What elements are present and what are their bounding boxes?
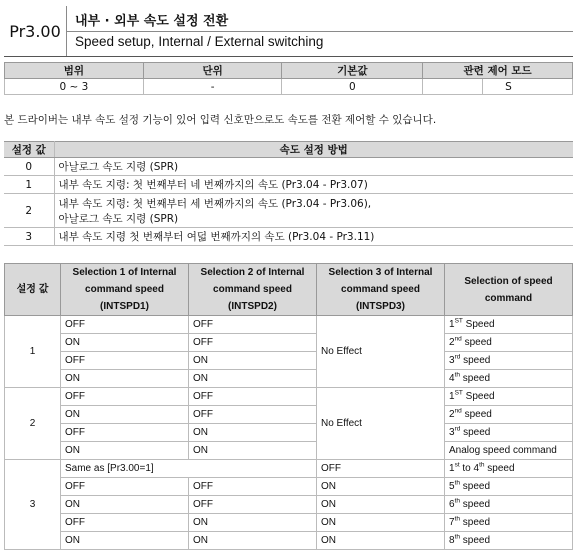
method-header-value: 설정 값: [4, 142, 54, 158]
table-row: [5, 478, 573, 496]
speed-selection-cell: 6th speed: [445, 496, 573, 514]
speed-selection-cell: 7th speed: [445, 514, 573, 532]
intspd1-cell: ON: [61, 406, 189, 424]
intspd1-cell: OFF: [61, 316, 189, 334]
intspd2-cell: OFF: [189, 406, 317, 424]
intspd1-cell: ON: [61, 496, 189, 514]
speed-selection-cell: 1ST Speed: [445, 316, 573, 334]
speed-method-table: [4, 141, 573, 246]
method-row: 1 내부 속도 지령: 첫 번째부터 네 번째까지의 속도 (Pr3.04 - Pr3.07): [4, 176, 573, 194]
speed-selection-cell: 1st to 4th speed: [445, 460, 573, 478]
intspd2-cell: ON: [189, 532, 317, 550]
intspd3-cell: ON: [317, 496, 445, 514]
speed-selection-cell: 4th speed: [445, 370, 573, 388]
speed-selection-cell: 5th speed: [445, 478, 573, 496]
intspd3-no-effect-cell: No Effect: [317, 388, 445, 460]
table-row: [5, 334, 573, 352]
info-control-mode-value: S: [483, 79, 573, 95]
table-row: [5, 352, 573, 370]
intspd1-cell: ON: [61, 532, 189, 550]
table-row: [5, 370, 573, 388]
table-row: [5, 388, 573, 406]
parameter-header: [4, 6, 573, 56]
table-row: [5, 532, 573, 550]
speed-header-selection: Selection of speed command: [445, 264, 573, 316]
info-range-value: 0 ~ 3: [5, 79, 144, 95]
intspd2-cell: ON: [189, 514, 317, 532]
intspd3-cell: OFF: [317, 460, 445, 478]
setting-value-cell: 2: [5, 388, 61, 460]
speed-selection-cell: 8th speed: [445, 532, 573, 550]
setting-value-cell: 1: [5, 316, 61, 388]
intspd3-cell: ON: [317, 478, 445, 496]
intspd2-cell: OFF: [189, 388, 317, 406]
table-row: [5, 442, 573, 460]
intspd1-cell: ON: [61, 334, 189, 352]
table-row: [5, 424, 573, 442]
intspd2-cell: ON: [189, 424, 317, 442]
speed-header-intspd3: Selection 3 of Internal command speed (INTSPD3): [317, 264, 445, 316]
table-row: [5, 316, 573, 334]
intspd1-cell: ON: [61, 442, 189, 460]
method-header-method: 속도 설정 방법: [54, 142, 573, 158]
table-row: [5, 460, 573, 478]
method-row: 0 아날로그 속도 지령 (SPR): [4, 158, 573, 176]
same-as-cell: Same as [Pr3.00=1]: [61, 460, 317, 478]
intspd2-cell: OFF: [189, 334, 317, 352]
header-divider: [67, 31, 573, 32]
speed-header-intspd1: Selection 1 of Internal command speed (INTSPD1): [61, 264, 189, 316]
speed-selection-cell: 2nd speed: [445, 334, 573, 352]
intspd2-cell: OFF: [189, 316, 317, 334]
parameter-code: Pr3.00: [4, 6, 67, 56]
intspd2-cell: ON: [189, 370, 317, 388]
method-row: 3 내부 속도 지령 첫 번째부터 여덟 번째까지의 속도 (Pr3.04 - Pr3.11): [4, 228, 573, 246]
parameter-title-korean: 내부 · 외부 속도 설정 전환: [75, 14, 229, 29]
info-header-range: 범위: [5, 63, 144, 79]
info-header-control-mode: 관련 제어 모드: [423, 63, 573, 79]
intspd1-cell: OFF: [61, 514, 189, 532]
intspd2-cell: OFF: [189, 478, 317, 496]
speed-selection-cell: Analog speed command: [445, 442, 573, 460]
intspd1-cell: OFF: [61, 352, 189, 370]
speed-header-value: 설정 값: [5, 264, 61, 316]
parameter-title-english: Speed setup, Internal / External switching: [75, 34, 324, 49]
info-header-unit: 단위: [143, 63, 282, 79]
table-row: [5, 514, 573, 532]
speed-selection-table: [4, 263, 573, 550]
info-control-mode-spacer: [423, 79, 483, 95]
info-default-value: 0: [282, 79, 423, 95]
speed-selection-cell: 1ST Speed: [445, 388, 573, 406]
table-row: [5, 496, 573, 514]
method-row: 2 내부 속도 지령: 첫 번째부터 세 번째까지의 속도 (Pr3.04 - Pr3.06), 아날로그 속도 지령 (SPR): [4, 194, 573, 228]
intspd3-cell: ON: [317, 514, 445, 532]
header-bottom-rule: [4, 56, 573, 57]
speed-selection-cell: 2nd speed: [445, 406, 573, 424]
intspd3-cell: ON: [317, 532, 445, 550]
intspd1-cell: ON: [61, 370, 189, 388]
intspd2-cell: OFF: [189, 496, 317, 514]
speed-selection-cell: 3rd speed: [445, 352, 573, 370]
info-unit-value: -: [143, 79, 282, 95]
intspd1-cell: OFF: [61, 478, 189, 496]
intspd1-cell: OFF: [61, 424, 189, 442]
parameter-info-table: [4, 62, 573, 95]
intspd1-cell: OFF: [61, 388, 189, 406]
speed-selection-cell: 3rd speed: [445, 424, 573, 442]
info-header-default: 기본값: [282, 63, 423, 79]
speed-header-intspd2: Selection 2 of Internal command speed (INTSPD2): [189, 264, 317, 316]
intspd2-cell: ON: [189, 442, 317, 460]
intspd3-no-effect-cell: No Effect: [317, 316, 445, 388]
table-row: [5, 406, 573, 424]
description-text: 본 드라이버는 내부 속도 설정 기능이 있어 입력 신호만으로도 속도를 전환 제어할 수 있습니다.: [4, 114, 437, 126]
setting-value-cell: 3: [5, 460, 61, 550]
intspd2-cell: ON: [189, 352, 317, 370]
